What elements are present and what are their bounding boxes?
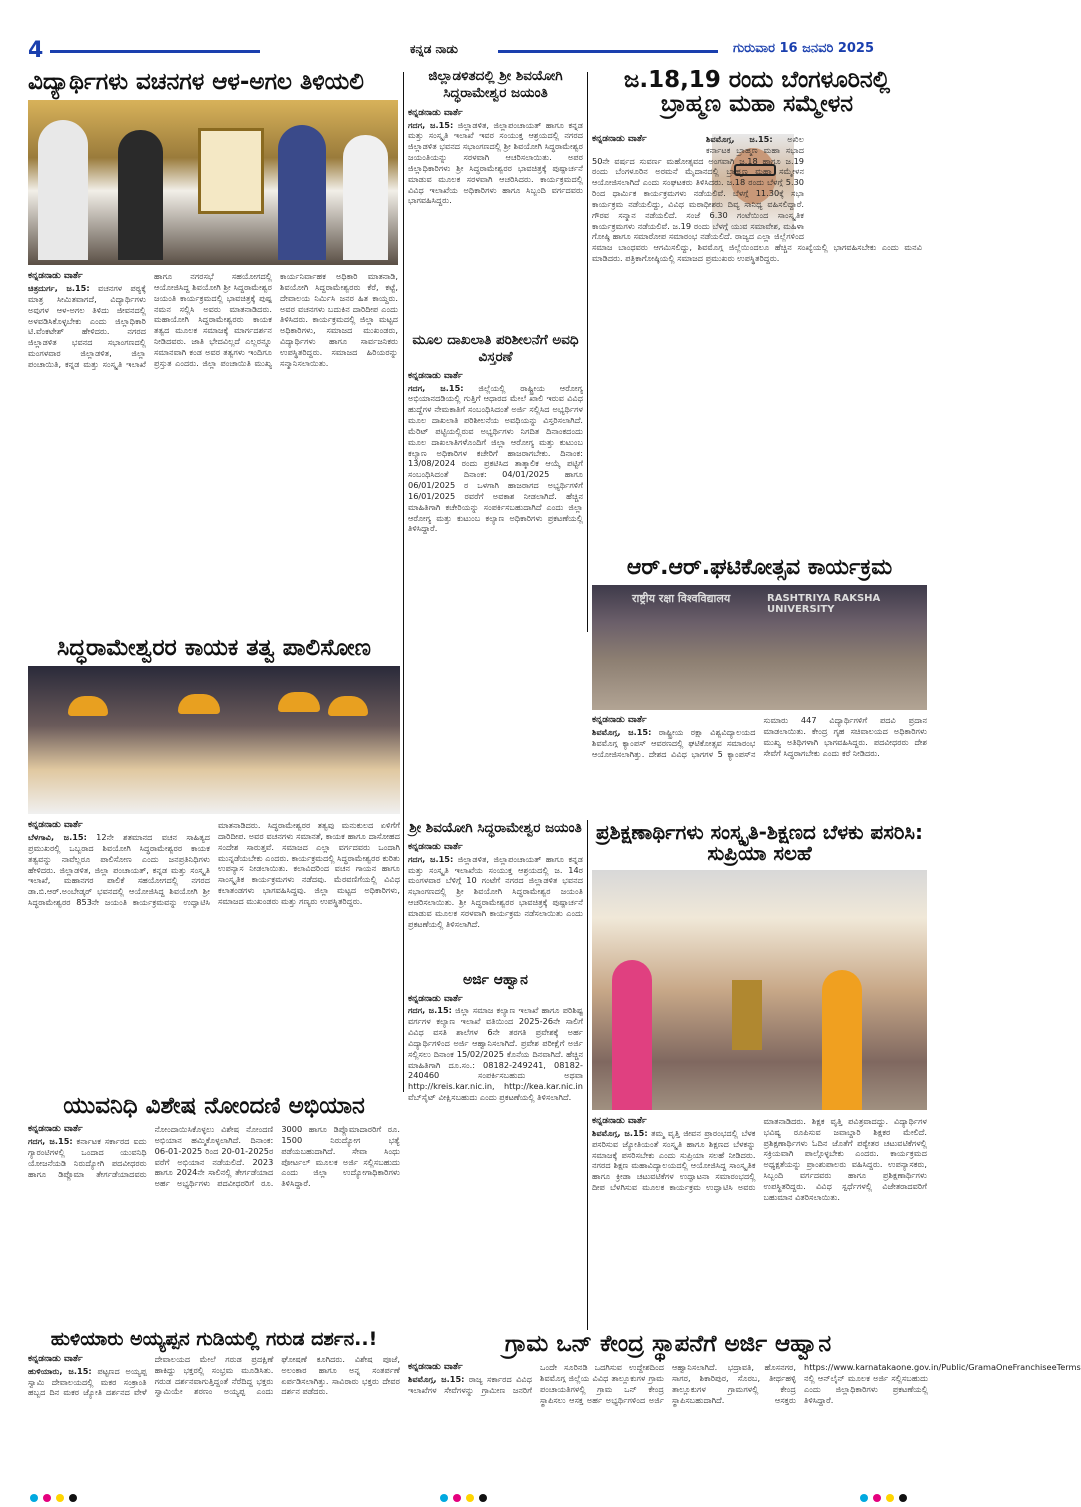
article-body <box>28 1124 400 1314</box>
headline: ಶ್ರೀ ಶಿವಯೋಗಿ ಸಿದ್ಧರಾಮೇಶ್ವರ ಜಯಂತಿ <box>409 820 582 836</box>
magenta-dot <box>873 1494 881 1502</box>
body-text: ತಮ್ಮ ವೃತ್ತಿ ಜೀವನ ಪ್ರಾರಂಭದಲ್ಲಿ ಬೆಳಕ ಪಸರಿಸುವ ಜ್ಯೋತಿಯಂತೆ ಸಂಸ್ಕೃತಿ ಹಾಗೂ ಶಿಕ್ಷಣದ ಬೆಳಕನ್ನು ಸಮಾಜಕ್ಕೆ ಪಸರಿಸಬೇಕು ಎಂದು ಸುಪ್ರಿಯಾ ಸಲಹೆ ನೀಡಿದರು. ನಗರದ ಶಿಕ್ಷಣ ಮಹಾವಿದ್ಯಾಲಯದಲ್ಲಿ ಆಯೋಜಿಸಿದ್ದ ಸಾಂಸ್ಕೃತಿಕ ಹಾಗೂ ಕ್ರೀಡಾ ಚಟುವಟಿಕೆಗಳ ಉದ್ಘಾಟನಾ ಸಮಾರಂಭದಲ್ಲಿ ದೀಪ ಬೆಳಗಿಸುವ ಮೂಲಕ ಕಾರ್ಯಕ್ರಮ ಉದ್ಘಾಟಿಸಿ ಅವರು ಮಾತನಾಡಿದರು. ಶಿಕ್ಷಕ ವೃತ್ತಿ ಪವಿತ್ರವಾದದ್ದು. ವಿದ್ಯಾರ್ಥಿಗಳ ಭವಿಷ್ಯ ರೂಪಿಸುವ ಜವಾಬ್ದಾರಿ ಶಿಕ್ಷಕರ ಮೇಲಿದೆ. ಪ್ರಶಿಕ್ಷಣಾರ್ಥಿಗಳು ಓದಿನ ಜೊತೆಗೆ ಪಠ್ಯೇತರ ಚಟುವಟಿಕೆಗಳಲ್ಲಿ ಸಕ್ರಿಯವಾಗಿ ಪಾಲ್ಗೊಳ್ಳಬೇಕು ಎಂದರು. ಕಾರ್ಯಕ್ರಮದ ಅಧ್ಯಕ್ಷತೆಯನ್ನು ಪ್ರಾಂಶುಪಾಲರು ವಹಿಸಿದ್ದರು. ಉಪನ್ಯಾಸಕರು, ಸಿಬ್ಬಂದಿ ವರ್ಗದವರು ಹಾಗೂ ಪ್ರಶಿಕ್ಷಣಾರ್ಥಿಗಳು ಉಪಸ್ಥಿತರಿದ್ದರು. ವಿವಿಧ ಸ್ಪರ್ಧೆಗಳಲ್ಲಿ ವಿಜೇತರಾದವರಿಗೆ ಬಹುಮಾನ ವಿತರಿಸಲಾಯಿತು. <box>592 1116 927 1202</box>
magenta-dot <box>453 1494 461 1502</box>
article-yuvanidhi <box>28 1094 400 1326</box>
article-body <box>28 271 398 621</box>
page-number: 4 <box>28 38 44 63</box>
banner-english: RASHTRIYA RAKSHA UNIVERSITY <box>767 593 881 616</box>
magenta-dot <box>43 1494 51 1502</box>
article-body <box>592 715 927 800</box>
body-text: ಕರ್ನಾಟಕ ಸರ್ಕಾರದ ಐದು ಗ್ಯಾರಂಟಿಗಳಲ್ಲಿ ಒಂದಾದ ಯುವನಿಧಿ ಯೋಜನೆಯಡಿ ನಿರುದ್ಯೋಗಿ ಪದವೀಧರರು ಹಾಗೂ ಡಿಪ್ಲೊಮಾ ತೇರ್ಗಡೆಯಾದವರು ನೋಂದಾಯಿಸಿಕೊಳ್ಳಲು ವಿಶೇಷ ನೋಂದಣಿ ಅಭಿಯಾನ ಹಮ್ಮಿಕೊಳ್ಳಲಾಗಿದೆ. ದಿನಾಂಕ: 06-01-2025 ರಿಂದ 20-01-2025ರ ವರೆಗೆ ಅಭಿಯಾನ ನಡೆಯಲಿದೆ. 2023 ಹಾಗೂ 2024ನೇ ಸಾಲಿನಲ್ಲಿ ತೇರ್ಗಡೆಯಾದ ಅರ್ಹ ಅಭ್ಯರ್ಥಿಗಳು ಪದವೀಧರರಿಗೆ ರೂ. 3000 ಹಾಗೂ ಡಿಪ್ಲೊಮಾದಾರರಿಗೆ ರೂ. 1500 ನಿರುದ್ಯೋಗ ಭತ್ಯೆ ಪಡೆಯಬಹುದಾಗಿದೆ. ಸೇವಾ ಸಿಂಧು ಪೋರ್ಟಲ್ ಮೂಲಕ ಅರ್ಜಿ ಸಲ್ಲಿಸಬಹುದು ಎಂದು ಜಿಲ್ಲಾ ಉದ್ಯೋಗಾಧಿಕಾರಿಗಳು ತಿಳಿಸಿದ್ದಾರೆ. <box>28 1124 400 1189</box>
registration-marks-left <box>30 1487 82 1506</box>
body-text: ರಾಷ್ಟ್ರೀಯ ರಕ್ಷಾ ವಿಶ್ವವಿದ್ಯಾಲಯದ ಶಿವಮೊಗ್ಗ ಕ್ಯಾಂಪಸ್ ಆವರಣದಲ್ಲಿ ಘಟಿಕೋತ್ಸವ ಸಮಾರಂಭ ಆಯೋಜಿಸಲಾಗಿತ್ತು. ದೇಶದ ವಿವಿಧ ಭಾಗಗಳ 5 ಕ್ಯಾಂಪಸ್‌ನ ಸುಮಾರು 447 ವಿದ್ಯಾರ್ಥಿಗಳಿಗೆ ಪದವಿ ಪ್ರದಾನ ಮಾಡಲಾಯಿತು. ಕೇಂದ್ರ ಗೃಹ ಸಚಿವಾಲಯದ ಅಧಿಕಾರಿಗಳು ಮುಖ್ಯ ಅತಿಥಿಗಳಾಗಿ ಭಾಗವಹಿಸಿದ್ದರು. ಪದವೀಧರರು ದೇಶ ಸೇವೆಗೆ ಸಿದ್ಧರಾಗಬೇಕು ಎಂದು ಕರೆ ನೀಡಿದರು. <box>592 715 927 759</box>
article-brahmana <box>592 68 922 550</box>
headline: ಮೂಲ ದಾಖಲಾತಿ ಪರಿಶೀಲನೆಗೆ ಅವಧಿ ವಿಸ್ತರಣೆ <box>412 332 579 365</box>
dateline: ಶಿವಮೊಗ್ಗ, ಜ.15: <box>408 1374 465 1385</box>
article-huliyaru <box>28 1330 400 1480</box>
article-arji <box>408 972 583 1327</box>
dateline: ಚಿತ್ರದುರ್ಗ, ಜ.15: <box>28 283 90 294</box>
column-rule <box>587 820 588 1330</box>
headline: ವಿದ್ಯಾರ್ಥಿಗಳು ವಚನಗಳ ಆಳ-ಅಗಲ ತಿಳಿಯಲಿ <box>28 69 364 95</box>
body-text: ಜಿಲ್ಲಾ ಸಮಾಜ ಕಲ್ಯಾಣ ಇಲಾಖೆ ಹಾಗೂ ಪರಿಶಿಷ್ಟ ವರ್ಗಗಳ ಕಲ್ಯಾಣ ಇಲಾಖೆ ವತಿಯಿಂದ 2025-26ನೇ ಸಾಲಿಗೆ ವಿವಿಧ ವಸತಿ ಶಾಲೆಗಳ 6ನೇ ತರಗತಿ ಪ್ರವೇಶಕ್ಕೆ ಅರ್ಹ ವಿದ್ಯಾರ್ಥಿಗಳಿಂದ ಅರ್ಜಿ ಆಹ್ವಾನಿಸಲಾಗಿದೆ. ಪ್ರವೇಶ ಪರೀಕ್ಷೆಗೆ ಅರ್ಜಿ ಸಲ್ಲಿಸಲು ದಿನಾಂಕ 15/02/2025 ಕೊನೆಯ ದಿನವಾಗಿದೆ. ಹೆಚ್ಚಿನ ಮಾಹಿತಿಗಾಗಿ ದೂ.ಸಂ.: 08182-249241, 08182-240460 ಸಂಪರ್ಕಿಸಬಹುದು ಅಥವಾ http://kreis.kar.nic.in, http://kea.kar.nic.in ವೆಬ್‌ಸೈಟ್ ವೀಕ್ಷಿಸಬಹುದು ಎಂದು ಪ್ರಕಟಣೆಯಲ್ಲಿ ತಿಳಿಸಲಾಗಿದೆ. <box>408 1005 584 1102</box>
article-body <box>28 820 400 1082</box>
headline: ಜಿಲ್ಲಾಡಳಿತದಲ್ಲಿ ಶ್ರೀ ಶಿವಯೋಗಿ ಸಿದ್ಧರಾಮೇಶ್ವರ ಜಯಂತಿ <box>428 68 563 101</box>
byline: ಕನ್ನಡನಾಡು ವಾರ್ತೆ <box>28 820 83 831</box>
article-body <box>408 842 583 950</box>
body-text: ಜಿಲ್ಲಾಡಳಿತ, ಜಿಲ್ಲಾಪಂಚಾಯತ್ ಹಾಗೂ ಕನ್ನಡ ಮತ್ತು ಸಂಸ್ಕೃತಿ ಇಲಾಖೆಯ ಸಂಯುಕ್ತ ಆಶ್ರಯದಲ್ಲಿ ಜ. 14ರ ಮಂಗಳವಾರ ಬೆಳಿಗ್ಗೆ 10 ಗಂಟೆಗೆ ನಗರದ ಜಿಲ್ಲಾಡಳಿತ ಭವನದ ಸಭಾಂಗಣದಲ್ಲಿ ಶ್ರೀ ಶಿವಯೋಗಿ ಸಿದ್ಧರಾಮೇಶ್ವರ ಜಯಂತಿ ಆಚರಿಸಲಾಯಿತು. ಶ್ರೀ ಸಿದ್ಧರಾಮೇಶ್ವರರ ಭಾವಚಿತ್ರಕ್ಕೆ ಪುಷ್ಪಾರ್ಚನೆ ಮಾಡುವ ಮೂಲಕ ಸರಳವಾಗಿ ಕಾರ್ಯಕ್ರಮ ನಡೆಸಲಾಯಿತು ಎಂದು ಪ್ರಕಟಣೆಯಲ್ಲಿ ತಿಳಿಸಲಾಗಿದೆ. <box>408 853 583 929</box>
yellow-dot <box>56 1494 64 1502</box>
article-body <box>28 1354 400 1469</box>
byline: ಕನ್ನಡನಾಡು ವಾರ್ತೆ <box>408 107 463 118</box>
column-rule <box>587 72 588 632</box>
photo-lamp-lighting <box>592 870 927 1110</box>
byline: ಕನ್ನಡನಾಡು ವಾರ್ತೆ <box>592 715 647 726</box>
byline: ಕನ್ನಡನಾಡು ವಾರ್ತೆ <box>28 1353 83 1364</box>
headline: ಅರ್ಜಿ ಆಹ್ವಾನ <box>463 972 528 988</box>
body-text: ಜಿಲ್ಲಾಡಳಿತ, ಜಿಲ್ಲಾಪಂಚಾಯತ್ ಹಾಗೂ ಕನ್ನಡ ಮತ್ತು ಸಂಸ್ಕೃತಿ ಇಲಾಖೆ ಇವರ ಸಂಯುಕ್ತ ಆಶ್ರಯದಲ್ಲಿ ನಗರದ ಜಿಲ್ಲಾಡಳಿತ ಭವನದ ಸಭಾಂಗಣದಲ್ಲಿ ಶ್ರೀ ಶಿವಯೋಗಿ ಸಿದ್ಧರಾಮೇಶ್ವರ ಜಯಂತಿಯನ್ನು ಸರಳವಾಗಿ ಆಚರಿಸಲಾಯಿತು. ಅಪರ ಜಿಲ್ಲಾಧಿಕಾರಿಗಳು ಶ್ರೀ ಸಿದ್ಧರಾಮೇಶ್ವರರ ಭಾವಚಿತ್ರಕ್ಕೆ ಪುಷ್ಪಾರ್ಚನೆ ಮಾಡುವ ಮೂಲಕ ಸರಳವಾಗಿ ಆಚರಿಸಿದರು. ಕಾರ್ಯಕ್ರಮದಲ್ಲಿ ವಿವಿಧ ಇಲಾಖೆಯ ಅಧಿಕಾರಿಗಳು ಹಾಗೂ ಸಿಬ್ಬಂದಿ ವರ್ಗದವರು ಭಾಗವಹಿಸಿದ್ದರು. <box>408 119 583 206</box>
article-jayanthi2 <box>408 820 583 970</box>
headline: ಆರ್.ಆರ್.ಘಟಿಕೋತ್ಸವ ಕಾರ್ಯಕ್ರಮ <box>626 555 893 580</box>
body-text: ಪಟ್ಟಣದ ಅಯ್ಯಪ್ಪ ಸ್ವಾಮಿ ದೇವಾಲಯದಲ್ಲಿ ಮಕರ ಸಂಕ್ರಾಂತಿ ಹಬ್ಬದ ದಿನ ಮಕರ ಜ್ಯೋತಿ ದರ್ಶನದ ವೇಳೆ ದೇವಾಲಯದ ಮೇಲೆ ಗರುಡ ಪ್ರದಕ್ಷಿಣೆ ಹಾಕಿದ್ದು ಭಕ್ತರಲ್ಲಿ ಸಂಭ್ರಮ ಮೂಡಿಸಿತು. ಗರುಡ ದರ್ಶನವಾಗುತ್ತಿದ್ದಂತೆ ನೆರೆದಿದ್ದ ಭಕ್ತರು ಸ್ವಾಮಿಯೇ ಶರಣಂ ಅಯ್ಯಪ್ಪ ಎಂದು ಘೋಷಣೆ ಕೂಗಿದರು. ವಿಶೇಷ ಪೂಜೆ, ಅಲಂಕಾರ ಹಾಗೂ ಅನ್ನ ಸಂತರ್ಪಣೆ ಏರ್ಪಡಿಸಲಾಗಿತ್ತು. ಸಾವಿರಾರು ಭಕ್ತರು ದೇವರ ದರ್ಶನ ಪಡೆದರು. <box>28 1353 400 1398</box>
byline: ಕನ್ನಡನಾಡು ವಾರ್ತೆ <box>28 1124 83 1135</box>
body-text: ವಚನಗಳ ಪಠ್ಯಕ್ಕೆ ಮಾತ್ರ ಸೀಮಿತವಾಗದೆ, ವಿದ್ಯಾರ್ಥಿಗಳು ಅವುಗಳ ಆಳ-ಅಗಲ ತಿಳಿದು ಜೀವನದಲ್ಲಿ ಅಳವಡಿಸಿಕೊಳ್ಳಬೇಕು ಎಂದು ಜಿಲ್ಲಾಧಿಕಾರಿ ಟಿ.ವೆಂಕಟೇಶ್ ಹೇಳಿದರು. ನಗರದ ಜಿಲ್ಲಾಡಳಿತ ಭವನದ ಸಭಾಂಗಣದಲ್ಲಿ ಮಂಗಳವಾರ ಜಿಲ್ಲಾಡಳಿತ, ಜಿಲ್ಲಾ ಪಂಚಾಯಿತಿ, ಕನ್ನಡ ಮತ್ತು ಸಂಸ್ಕೃತಿ ಇಲಾಖೆ ಹಾಗೂ ನಗರಸಭೆ ಸಹಯೋಗದಲ್ಲಿ ಆಯೋಜಿಸಿದ್ದ ಶಿವಯೋಗಿ ಶ್ರೀ ಸಿದ್ದರಾಮೇಶ್ವರ ಜಯಂತಿ ಕಾರ್ಯಕ್ರಮದಲ್ಲಿ ಭಾವಚಿತ್ರಕ್ಕೆ ಪುಷ್ಪ ನಮನ ಸಲ್ಲಿಸಿ ಅವರು ಮಾತನಾಡಿದರು. ಮಹಾಯೋಗಿ ಸಿದ್ದರಾಮೇಶ್ವರರು ಕಾಯಕ ತತ್ವದ ಮೂಲಕ ಸಮಾಜಕ್ಕೆ ಮಾರ್ಗದರ್ಶನ ನೀಡಿದವರು. ಜಾತಿ ಭೇದವಿಲ್ಲದೆ ಎಲ್ಲರನ್ನೂ ಸಮಾನವಾಗಿ ಕಂಡ ಅವರ ತತ್ವಗಳು ಇಂದಿಗೂ ಪ್ರಸ್ತುತ ಎಂದರು. ಜಿಲ್ಲಾ ಪಂಚಾಯಿತಿ ಮುಖ್ಯ ಕಾರ್ಯನಿರ್ವಾಹಕ ಅಧಿಕಾರಿ ಮಾತನಾಡಿ, ಶಿವಯೋಗಿ ಸಿದ್ದರಾಮೇಶ್ವರರು ಕೆರೆ, ಕಟ್ಟೆ, ದೇವಾಲಯ ನಿರ್ಮಿಸಿ ಜನರ ಹಿತ ಕಾಯ್ದರು. ಅವರ ವಚನಗಳು ಬದುಕಿನ ದಾರಿದೀಪ ಎಂದು ತಿಳಿಸಿದರು. ಕಾರ್ಯಕ್ರಮದಲ್ಲಿ ಜಿಲ್ಲಾ ಮಟ್ಟದ ಅಧಿಕಾರಿಗಳು, ಸಮಾಜದ ಮುಖಂಡರು, ವಿದ್ಯಾರ್ಥಿಗಳು ಹಾಗೂ ಸಾರ್ವಜನಿಕರು ಉಪಸ್ಥಿತರಿದ್ದರು. ಸಮಾಜದ ಹಿರಿಯರನ್ನು ಸನ್ಮಾನಿಸಲಾಯಿತು. <box>28 271 398 369</box>
article-body <box>592 1116 927 1324</box>
byline: ಕನ್ನಡನಾಡು ವಾರ್ತೆ <box>408 841 463 852</box>
byline: ಕನ್ನಡನಾಡು ವಾರ್ತೆ <box>408 370 463 381</box>
column-rule <box>403 72 404 632</box>
article-prashikshana <box>592 822 927 1327</box>
byline: ಕನ್ನಡನಾಡು ವಾರ್ತೆ <box>28 271 83 282</box>
photo-felicitation <box>28 100 398 265</box>
registration-marks-center <box>440 1487 492 1506</box>
black-dot <box>899 1494 907 1502</box>
byline: ಕನ್ನಡನಾಡು ವಾರ್ತೆ <box>592 1116 647 1126</box>
article-body <box>408 371 583 621</box>
headline: ಯುವನಿಧಿ ವಿಶೇಷ ನೋಂದಣಿ ಅಭಿಯಾನ <box>63 1093 365 1119</box>
issue-date: ಗುರುವಾರ 16 ಜನವರಿ 2025 <box>733 41 875 56</box>
article-rr <box>592 556 927 818</box>
dateline: ಶಿವಮೊಗ್ಗ, ಜ.15: <box>706 134 773 144</box>
article-body <box>592 134 922 544</box>
article-dhakalati <box>408 332 583 628</box>
headline: ಗ್ರಾಮ ಒನ್ ಕೇಂದ್ರ ಸ್ಥಾಪನೆಗೆ ಅರ್ಜಿ ಆಹ್ವಾನ <box>504 1331 832 1357</box>
dateline: ಗದಗ, ಜ.15: <box>408 1005 452 1016</box>
masthead-rule-right <box>498 50 718 53</box>
article-body <box>408 108 583 323</box>
dateline: ಗದಗ, ಜ.15: <box>28 1136 73 1147</box>
article-siddharama-kayaka <box>28 634 400 1090</box>
dateline: ಬೆಳಗಾವಿ, ಜ.15: <box>28 832 87 843</box>
body-text: ಅಖಿಲ ಕರ್ನಾಟಕ ಬ್ರಾಹ್ಮಣ ಮಹಾ ಸಭಾದ 50ನೇ ವರ್ಷದ ಸುವರ್ಣ ಮಹೋತ್ಸವದ ಅಂಗವಾಗಿ ಜ.18 ಹಾಗೂ ಜ.19 ರಂದು ಬೆಂಗಳೂರಿನ ಅರಮನೆ ಮೈದಾನದಲ್ಲಿ ಬ್ರಾಹ್ಮಣ ಮಹಾ ಸಮ್ಮೇಳನ ಆಯೋಜಿಸಲಾಗಿದೆ ಎಂದು ಸಂಘಟಕರು ತಿಳಿಸಿದರು. ಜ.18 ರಂದು ಬೆಳಗ್ಗೆ 5.30 ರಿಂದ ಧಾರ್ಮಿಕ ಕಾರ್ಯಕ್ರಮಗಳು ನಡೆಯಲಿವೆ. ಬೆಳಗ್ಗೆ 11.30ಕ್ಕೆ ಸಭಾ ಕಾರ್ಯಕ್ರಮ ನಡೆಯಲಿದ್ದು, ವಿವಿಧ ಮಠಾಧೀಶರು ದಿವ್ಯ ಸಾನಿಧ್ಯ ವಹಿಸಲಿದ್ದಾರೆ. ಗೌರವ ಸನ್ಮಾನ ನಡೆಯಲಿದೆ. ಸಂಜೆ 6.30 ಗಂಟೆಯಿಂದ ಸಾಂಸ್ಕೃತಿಕ ಕಾರ್ಯಕ್ರಮಗಳು ನಡೆಯಲಿವೆ. ಜ.19 ರಂದು ಬೆಳಗ್ಗೆ ಯುವ ಸಮಾವೇಶ, ಮಹಿಳಾ ಗೋಷ್ಠಿ ಹಾಗೂ ಸಮಾರೋಪ ಸಮಾರಂಭ ನಡೆಯಲಿದೆ. ರಾಜ್ಯದ ಎಲ್ಲಾ ಜಿಲ್ಲೆಗಳಿಂದ ಸಮಾಜ ಬಾಂಧವರು ಆಗಮಿಸಲಿದ್ದು, ಶಿವಮೊಗ್ಗ ಜಿಲ್ಲೆಯಿಂದಲೂ ಹೆಚ್ಚಿನ ಸಂಖ್ಯೆಯಲ್ಲಿ ಭಾಗವಹಿಸಬೇಕು ಎಂದು ಮನವಿ ಮಾಡಿದರು. ಪತ್ರಿಕಾಗೋಷ್ಠಿಯಲ್ಲಿ ಸಮಾಜದ ಪ್ರಮುಖರು ಉಪಸ್ಥಿತರಿದ್ದರು. <box>592 134 922 264</box>
photo-convocation <box>592 585 927 710</box>
byline: ಕನ್ನಡನಾಡು ವಾರ್ತೆ <box>592 134 647 144</box>
paper-name: ಕನ್ನಡ ನಾಡು <box>410 42 458 56</box>
dateline: ಶಿವಮೊಗ್ಗ, ಜ.15: <box>592 726 652 737</box>
byline: ಕನ್ನಡನಾಡು ವಾರ್ತೆ <box>408 993 463 1004</box>
dateline: ಗದಗ, ಜ.15: <box>408 382 464 393</box>
dateline: ಹುಳಿಯಾರು, ಜ.15: <box>28 1365 92 1376</box>
banner-hindi: राष्ट्रीय रक्षा विश्वविद्यालय <box>632 592 731 606</box>
body-text: ಜಿಲ್ಲೆಯಲ್ಲಿ ರಾಷ್ಟ್ರೀಯ ಆರೋಗ್ಯ ಅಭಿಯಾನದಡಿಯಲ್ಲಿ ಗುತ್ತಿಗೆ ಆಧಾರದ ಮೇಲೆ ಖಾಲಿ ಇರುವ ವಿವಿಧ ಹುದ್ದೆಗಳ ನೇಮಕಾತಿಗೆ ಸಂಬಂಧಿಸಿದಂತೆ ಅರ್ಜಿ ಸಲ್ಲಿಸಿದ ಅಭ್ಯರ್ಥಿಗಳ ಮೂಲ ದಾಖಲಾತಿ ಪರಿಶೀಲನೆಯ ಅವಧಿಯನ್ನು ವಿಸ್ತರಿಸಲಾಗಿದೆ. ಮೆರಿಟ್ ಪಟ್ಟಿಯಲ್ಲಿರುವ ಅಭ್ಯರ್ಥಿಗಳು ನಿಗದಿತ ದಿನಾಂಕದಂದು ಮೂಲ ದಾಖಲಾತಿಗಳೊಂದಿಗೆ ಜಿಲ್ಲಾ ಆರೋಗ್ಯ ಮತ್ತು ಕುಟುಂಬ ಕಲ್ಯಾಣ ಅಧಿಕಾರಿಗಳ ಕಚೇರಿಗೆ ಹಾಜರಾಗಬೇಕು. ದಿನಾಂಕ: 13/08/2024 ರಂದು ಪ್ರಕಟಿಸಿದ ತಾತ್ಕಾಲಿಕ ಆಯ್ಕೆ ಪಟ್ಟಿಗೆ ಸಂಬಂಧಿಸಿದಂತೆ ದಿನಾಂಕ: 04/01/2025 ಹಾಗೂ 06/01/2025 ರ ಒಳಗಾಗಿ ಹಾಜರಾಗದ ಅಭ್ಯರ್ಥಿಗಳಿಗೆ 16/01/2025 ರವರೆಗೆ ಅವಕಾಶ ನೀಡಲಾಗಿದೆ. ಹೆಚ್ಚಿನ ಮಾಹಿತಿಗಾಗಿ ಕಚೇರಿಯನ್ನು ಸಂಪರ್ಕಿಸಬಹುದಾಗಿದೆ ಎಂದು ಜಿಲ್ಲಾ ಆರೋಗ್ಯ ಮತ್ತು ಕುಟುಂಬ ಕಲ್ಯಾಣ ಅಧಿಕಾರಿಗಳು ಪ್ರಕಟಣೆಯಲ್ಲಿ ತಿಳಿಸಿದ್ದಾರೆ. <box>408 382 584 534</box>
headline: ಜ.18,19 ರಂದು ಬೆಂಗಳೂರಿನಲ್ಲಿ ಬ್ರಾಹ್ಮಣ ಮಹಾ ಸಮ್ಮೇಳನ <box>623 67 891 118</box>
headline: ಸಿದ್ಧರಾಮೇಶ್ವರರ ಕಾಯಕ ತತ್ವ ಪಾಲಿಸೋಣ <box>57 635 371 661</box>
article-body <box>408 1362 1081 1474</box>
black-dot <box>69 1494 77 1502</box>
body-text: 12ನೇ ಶತಮಾನದ ವಚನ ಸಾಹಿತ್ಯದ ಪ್ರಮುಖರಲ್ಲಿ ಒಬ್ಬರಾದ ಶಿವಯೋಗಿ ಸಿದ್ಧರಾಮೇಶ್ವರರ ಕಾಯಕ ತತ್ವವನ್ನು ನಾವೆಲ್ಲರೂ ಪಾಲಿಸೋಣ ಎಂದು ಜನಪ್ರತಿನಿಧಿಗಳು ಹೇಳಿದರು. ಜಿಲ್ಲಾಡಳಿತ, ಜಿಲ್ಲಾ ಪಂಚಾಯತ್, ಕನ್ನಡ ಮತ್ತು ಸಂಸ್ಕೃತಿ ಇಲಾಖೆ, ಮಹಾನಗರ ಪಾಲಿಕೆ ಸಹಯೋಗದಲ್ಲಿ ನಗರದ ಡಾ.ಬಿ.ಆರ್.ಅಂಬೇಡ್ಕರ್ ಭವನದಲ್ಲಿ ಆಯೋಜಿಸಿದ್ದ ಶಿವಯೋಗಿ ಶ್ರೀ ಸಿದ್ಧರಾಮೇಶ್ವರರ 853ನೇ ಜಯಂತಿ ಕಾರ್ಯಕ್ರಮವನ್ನು ಉದ್ಘಾಟಿಸಿ ಮಾತನಾಡಿದರು. ಸಿದ್ಧರಾಮೇಶ್ವರರ ತತ್ವವು ಮನುಕುಲದ ಏಳಿಗೆಗೆ ದಾರಿದೀಪ. ಅವರ ವಚನಗಳು ಸಮಾನತೆ, ಕಾಯಕ ಹಾಗೂ ದಾಸೋಹದ ಸಂದೇಶ ಸಾರುತ್ತವೆ. ಸಮಾಜದ ಎಲ್ಲಾ ವರ್ಗದವರು ಒಂದಾಗಿ ಮುನ್ನಡೆಯಬೇಕು ಎಂದರು. ಕಾರ್ಯಕ್ರಮದಲ್ಲಿ ಸಿದ್ಧರಾಮೇಶ್ವರರ ಕುರಿತು ಉಪನ್ಯಾಸ ನೀಡಲಾಯಿತು. ಕಲಾವಿದರಿಂದ ವಚನ ಗಾಯನ ಹಾಗೂ ಸಾಂಸ್ಕೃತಿಕ ಕಾರ್ಯಕ್ರಮಗಳು ನಡೆದವು. ಮೆರವಣಿಗೆಯಲ್ಲಿ ವಿವಿಧ ಕಲಾತಂಡಗಳು ಭಾಗವಹಿಸಿದ್ದವು. ಜಿಲ್ಲಾ ಮಟ್ಟದ ಅಧಿಕಾರಿಗಳು, ಸಮಾಜದ ಮುಖಂಡರು ಮತ್ತು ಗಣ್ಯರು ಉಪಸ್ಥಿತರಿದ್ದರು. <box>28 820 400 907</box>
masthead <box>28 38 928 63</box>
dateline: ಗದಗ, ಜ.15: <box>408 119 454 130</box>
headline: ಹುಳಿಯಾರು ಅಯ್ಯಪ್ಪನ ಗುಡಿಯಲ್ಲಿ ಗರುಡ ದರ್ಶನ..! <box>50 1328 378 1350</box>
yellow-dot <box>886 1494 894 1502</box>
article-vachana <box>28 68 398 628</box>
body-text: ರಾಜ್ಯ ಸರ್ಕಾರದ ವಿವಿಧ ಇಲಾಖೆಗಳ ಸೇವೆಗಳನ್ನು ಗ್ರಾಮೀಣ ಜನರಿಗೆ ಒಂದೇ ಸೂರಿನಡಿ ಒದಗಿಸುವ ಉದ್ದೇಶದಿಂದ ಶಿವಮೊಗ್ಗ ಜಿಲ್ಲೆಯ ವಿವಿಧ ತಾಲ್ಲೂಕುಗಳ ಗ್ರಾಮ ಪಂಚಾಯತಿಗಳಲ್ಲಿ ಗ್ರಾಮ ಒನ್ ಕೇಂದ್ರ ಸ್ಥಾಪಿಸಲು ಆಸಕ್ತ ಅರ್ಹ ಅಭ್ಯರ್ಥಿಗಳಿಂದ ಅರ್ಜಿ ಆಹ್ವಾನಿಸಲಾಗಿದೆ. ಭದ್ರಾವತಿ, ಹೊಸನಗರ, ಸಾಗರ, ಶಿಕಾರಿಪುರ, ಸೊರಬ, ತೀರ್ಥಹಳ್ಳಿ ತಾಲ್ಲೂಕುಗಳ ಗ್ರಾಮಗಳಲ್ಲಿ ಕೇಂದ್ರ ಸ್ಥಾಪಿಸಬಹುದಾಗಿದೆ. ಆಸಕ್ತರು https://www.karnatakaone.gov.in/Public/GramaOneFranchiseeTerms ನಲ್ಲಿ ಆನ್‌ಲೈನ್ ಮೂಲಕ ಅರ್ಜಿ ಸಲ್ಲಿಸಬಹುದು ಎಂದು ಜಿಲ್ಲಾಧಿಕಾರಿಗಳು ಪ್ರಕಟಣೆಯಲ್ಲಿ ತಿಳಿಸಿದ್ದಾರೆ. <box>408 1362 1081 1405</box>
yellow-dot <box>466 1494 474 1502</box>
registration-marks-right <box>860 1487 912 1506</box>
black-dot <box>479 1494 487 1502</box>
article-grama-one <box>408 1331 1081 1482</box>
cyan-dot <box>860 1494 868 1502</box>
photo-stage <box>28 666 400 814</box>
masthead-rule <box>50 50 260 53</box>
dateline: ಶಿವಮೊಗ್ಗ, ಜ.15: <box>592 1127 648 1138</box>
headline: ಪ್ರಶಿಕ್ಷಣಾರ್ಥಿಗಳು ಸಂಸ್ಕೃತಿ-ಶಿಕ್ಷಣದ ಬೆಳಕು ಪಸರಿಸಿ: ಸುಪ್ರಿಯಾ ಸಲಹೆ <box>595 820 924 865</box>
dateline: ಗದಗ, ಜ.15: <box>408 853 454 864</box>
cyan-dot <box>440 1494 448 1502</box>
byline: ಕನ್ನಡನಾಡು ವಾರ್ತೆ <box>408 1362 463 1373</box>
article-body <box>408 994 583 1319</box>
column-rule <box>403 632 404 1092</box>
cyan-dot <box>30 1494 38 1502</box>
article-jayanthi-small <box>408 68 583 330</box>
